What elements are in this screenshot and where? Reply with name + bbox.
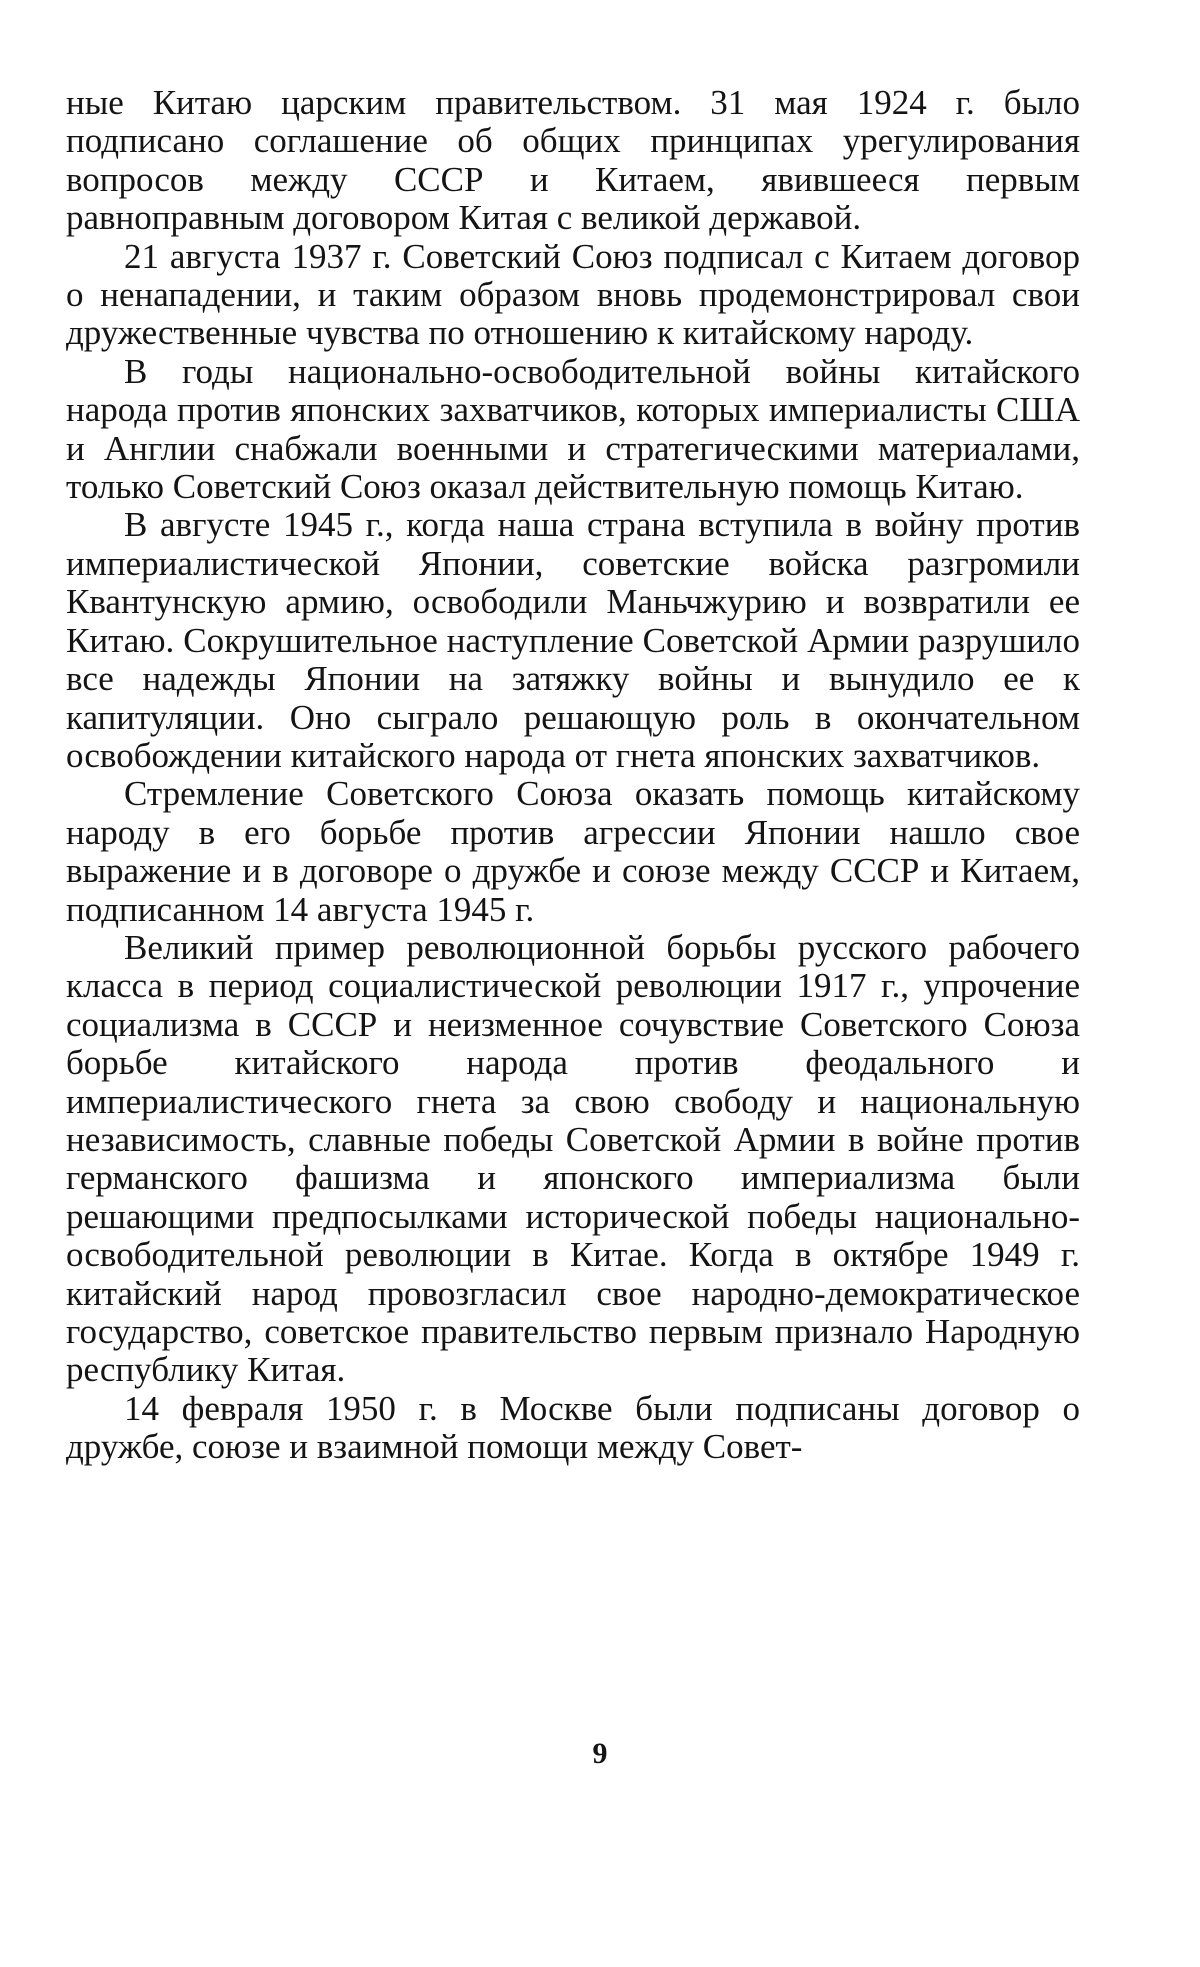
- paragraph: 14 февраля 1950 г. в Москве были подписаны договор о дружбе, союзе и взаимной помощи между Совет-: [66, 1388, 1080, 1467]
- paragraph: 21 августа 1937 г. Советский Союз подписал с Китаем договор о ненападении, и таким образом вновь продемонстрировал свои дружественные чувства по отношению к китайскому народу.: [66, 236, 1080, 353]
- paragraph: Великий пример революционной борьбы русского рабочего класса в период социалистической революции 1917 г., упрочение социализма в СССР и неизменное сочувствие Советского Союза борьбе китайского народа против феодального и империалистического гнета за свою свободу и национальную независимость, славные победы Советской Армии в войне против германского фашизма и японского империализма были решающими предпосылками исторической победы национально-освободительной революции в Китае. Когда в октябре 1949 г. китайский народ провозгласил свое народно-демократическое государство, советское правительство первым признало Народную республику Китая.: [66, 927, 1080, 1390]
- page-body: [66, 84, 1080, 1467]
- page-number: 9: [592, 1737, 608, 1770]
- paragraph: Стремление Советского Союза оказать помощь китайскому народу в его борьбе против агрессии Японии нашло свое выражение и в договоре о дружбе и союзе между СССР и Китаем, подписанном 14 августа 1945 г.: [66, 774, 1080, 929]
- paragraph: В годы национально-освободительной войны китайского народа против японских захватчиков, которых империалисты США и Англии снабжали военными и стратегическими материалами, только Советский Союз оказал действительную помощь Китаю.: [66, 351, 1080, 507]
- paragraph-continuation: ные Китаю царским правительством. 31 мая 1924 г. было подписано соглашение об общих принципах урегулирования вопросов между СССР и Китаем, явившееся первым равноправным договором Китая с великой державой.: [66, 83, 1080, 238]
- paragraph: В августе 1945 г., когда наша страна вступила в войну против империалистической Японии, советские войска разгромили Квантунскую армию, освободили Маньчжурию и возвратили ее Китаю. Сокрушительное наступление Советской Армии разрушило все надежды Японии на затяжку войны и вынудило ее к капитуляции. Оно сыграло решающую роль в окончательном освобождении китайского народа от гнета японских захватчиков.: [66, 505, 1080, 775]
